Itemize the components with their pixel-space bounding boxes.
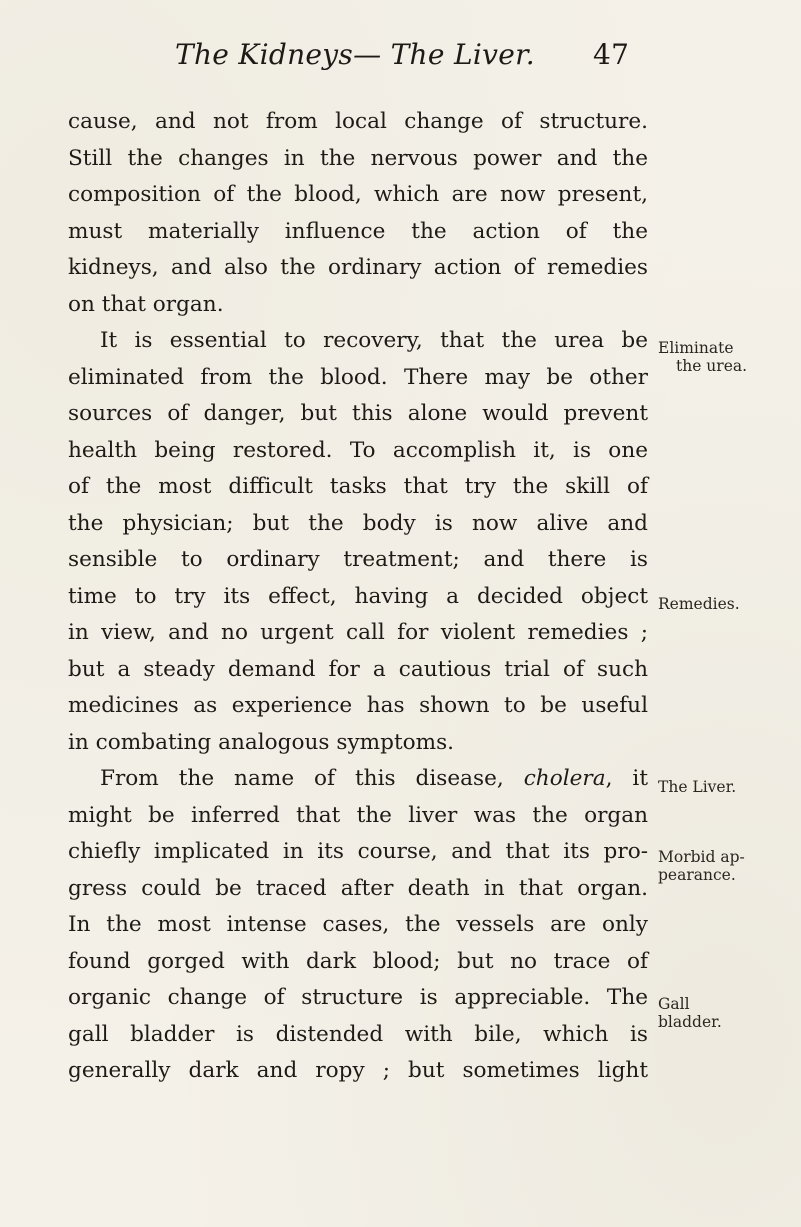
marginal-note-morbid — [658, 848, 798, 884]
marginal-note-line: Gall — [658, 995, 690, 1013]
text-line: on that organ. — [68, 291, 224, 317]
text-line: sensible to ordinary treatment; and there is — [68, 547, 648, 572]
text-line: the physician; but the body is now alive and — [68, 510, 648, 536]
running-title: The Kidneys— The Liver. — [175, 38, 535, 71]
marginal-note-line: The Liver. — [658, 778, 737, 796]
cholera-emphasis: cholera — [523, 766, 606, 791]
text-line: found gorged with dark blood; but no trace of — [68, 948, 648, 974]
body-text — [68, 104, 648, 1090]
marginal-note-line: Morbid ap- — [658, 848, 745, 866]
text-line: in view, and no urgent call for violent remedies ; — [68, 620, 648, 645]
text-line: eliminated from the blood. There may be other — [68, 364, 648, 390]
text-line: gress could be traced after death in that organ. — [68, 875, 648, 901]
text-line: medicines as experience has shown to be useful — [68, 693, 648, 718]
text-line: in combating analogous symptoms. — [68, 729, 455, 755]
marginal-note-liver — [658, 778, 798, 796]
marginal-note-line: pearance. — [658, 866, 736, 884]
text-line-cholera — [68, 761, 648, 798]
text-line: must materially influence the action of the — [68, 218, 648, 244]
text-line: kidneys, and also the ordinary action of remedies — [68, 255, 648, 280]
marginal-note-line: the urea. — [676, 357, 748, 375]
text-line: but a steady demand for a cautious trial of such — [68, 656, 648, 682]
text-line: sources of danger, but this alone would prevent — [68, 401, 648, 426]
marginal-note-line: Eliminate — [658, 339, 734, 357]
page-number: 47 — [593, 38, 630, 71]
cholera-line-before: From the name of this disease, — [100, 766, 504, 791]
text-line: cause, and not from local change of structure. — [68, 109, 648, 134]
cholera-line-after: , it — [605, 766, 648, 791]
marginal-note-line: Remedies. — [658, 595, 740, 613]
text-line: might be inferred that the liver was the organ — [68, 802, 648, 828]
text-line: time to try its effect, having a decided object — [68, 583, 648, 609]
page-header — [175, 38, 630, 71]
text-line: generally dark and ropy ; but sometimes light — [68, 1058, 648, 1083]
marginal-note-line: bladder. — [658, 1013, 722, 1031]
text-line: health being restored. To accomplish it, is one — [68, 437, 648, 463]
marginal-note-remedies — [658, 595, 798, 613]
text-line: chiefly implicated in its course, and that its pro- — [68, 839, 648, 864]
text-line: of the most difficult tasks that try the skill of — [68, 474, 648, 499]
text-line: gall bladder is distended with bile, which is — [68, 1021, 648, 1047]
text-line: It is essential to recovery, that the urea be — [100, 328, 648, 353]
text-line: Still the changes in the nervous power and the — [68, 145, 648, 171]
marginal-note-eliminate — [658, 339, 798, 375]
marginal-note-gall — [658, 995, 798, 1031]
text-line: In the most intense cases, the vessels are only — [68, 912, 648, 937]
text-line: composition of the blood, which are now present, — [68, 182, 648, 207]
text-line: organic change of structure is appreciable. The — [68, 985, 648, 1010]
